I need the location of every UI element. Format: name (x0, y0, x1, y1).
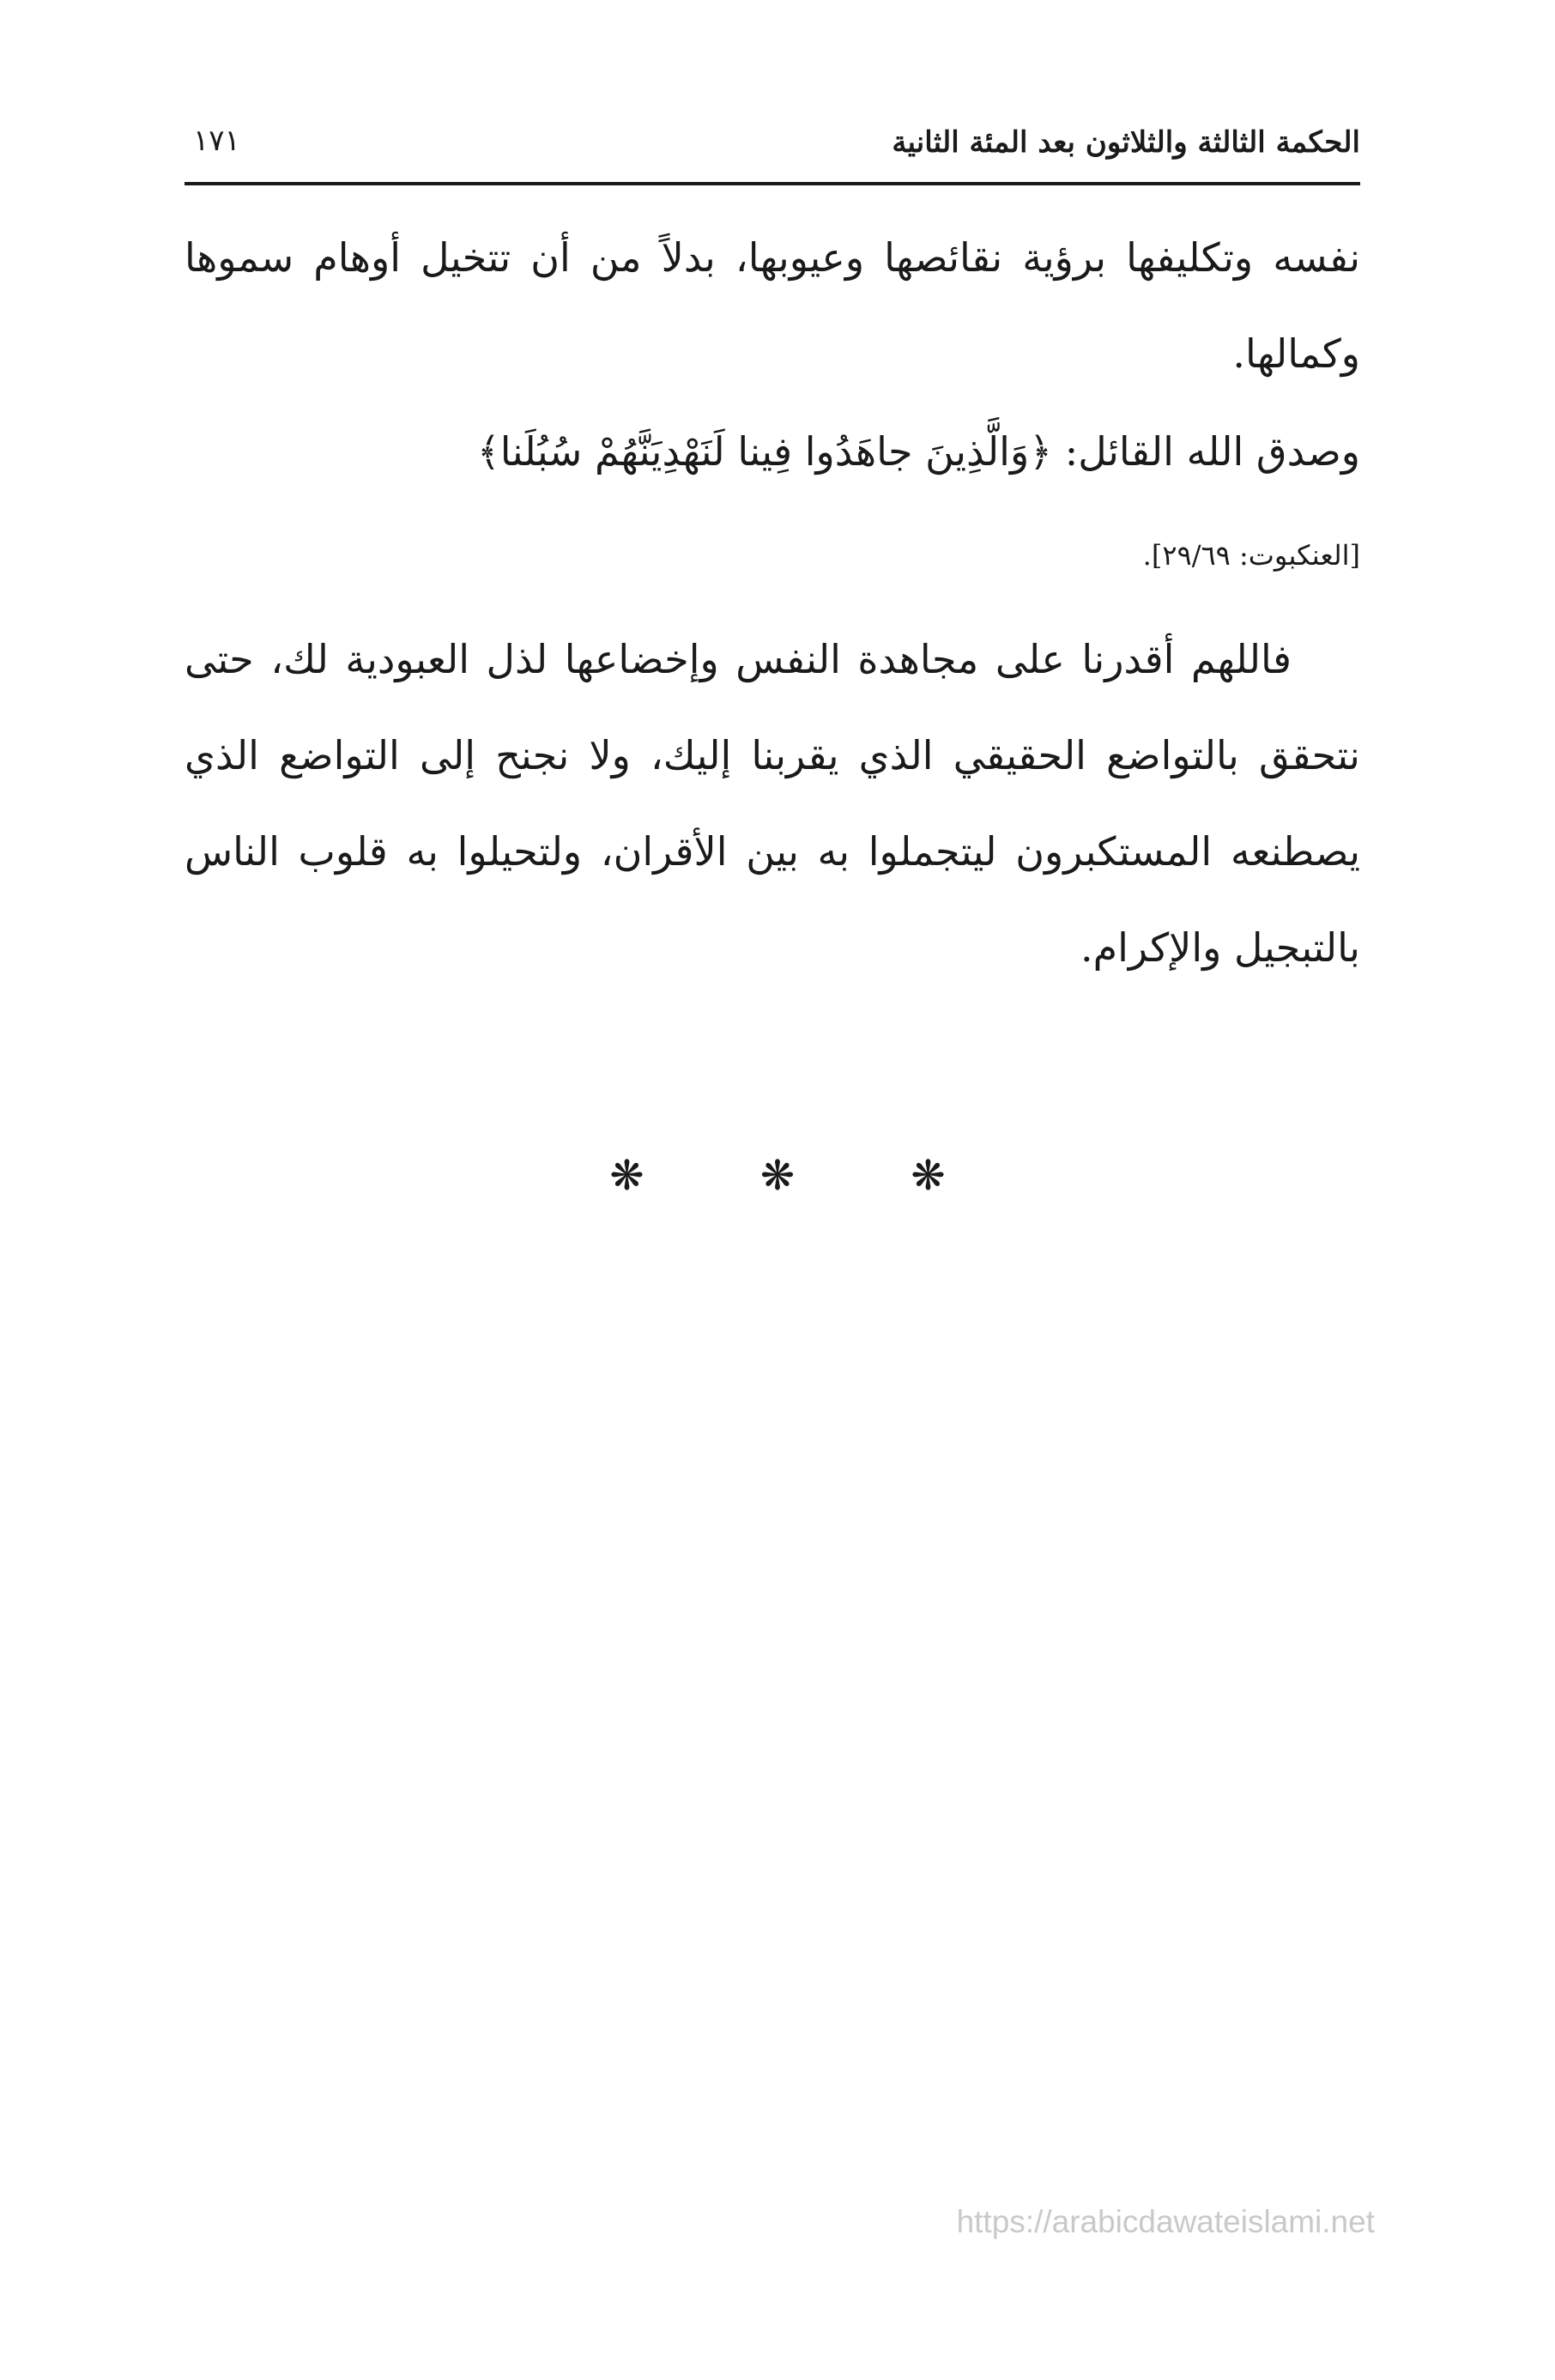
header-divider (185, 182, 1360, 185)
watermark-url: https://arabicdawateislami.net (956, 2204, 1375, 2239)
paragraph-2: فاللهم أقدرنا على مجاهدة النفس وإخضاعها لذل العبودية لك، حتى نتحقق بالتواضع الحقيقي الذي يقربنا إليك، ولا نجنح إلى التواضع الذي يصطنعه المستكبرون ليتجملوا به بين الأقران، ولتحيلوا به قلوب الناس بالتبجيل والإكرام. (185, 636, 1360, 971)
verse-citation: [العنكبوت: ٢٩/٦٩]. (1142, 539, 1360, 572)
section-separator: ❋ ❋ ❋ (609, 1152, 946, 1200)
page-header (185, 118, 1360, 180)
quran-verse: ﴿وَالَّذِينَ جاهَدُوا فِينا لَنَهْدِيَنَّهُمْ سُبُلَنا﴾ (476, 428, 1053, 475)
quote-intro: وصدق الله القائل: (1052, 428, 1360, 475)
page-number: ١٧١ (193, 124, 240, 158)
paragraph-1: نفسه وتكليفها برؤية نقائصها وعيوبها، بدلاً من أن تتخيل أوهام سموها وكمالها. (185, 234, 1360, 377)
chapter-title: الحكمة الثالثة والثلاثون بعد المئة الثانية (892, 125, 1360, 160)
quote-line (477, 403, 1360, 500)
